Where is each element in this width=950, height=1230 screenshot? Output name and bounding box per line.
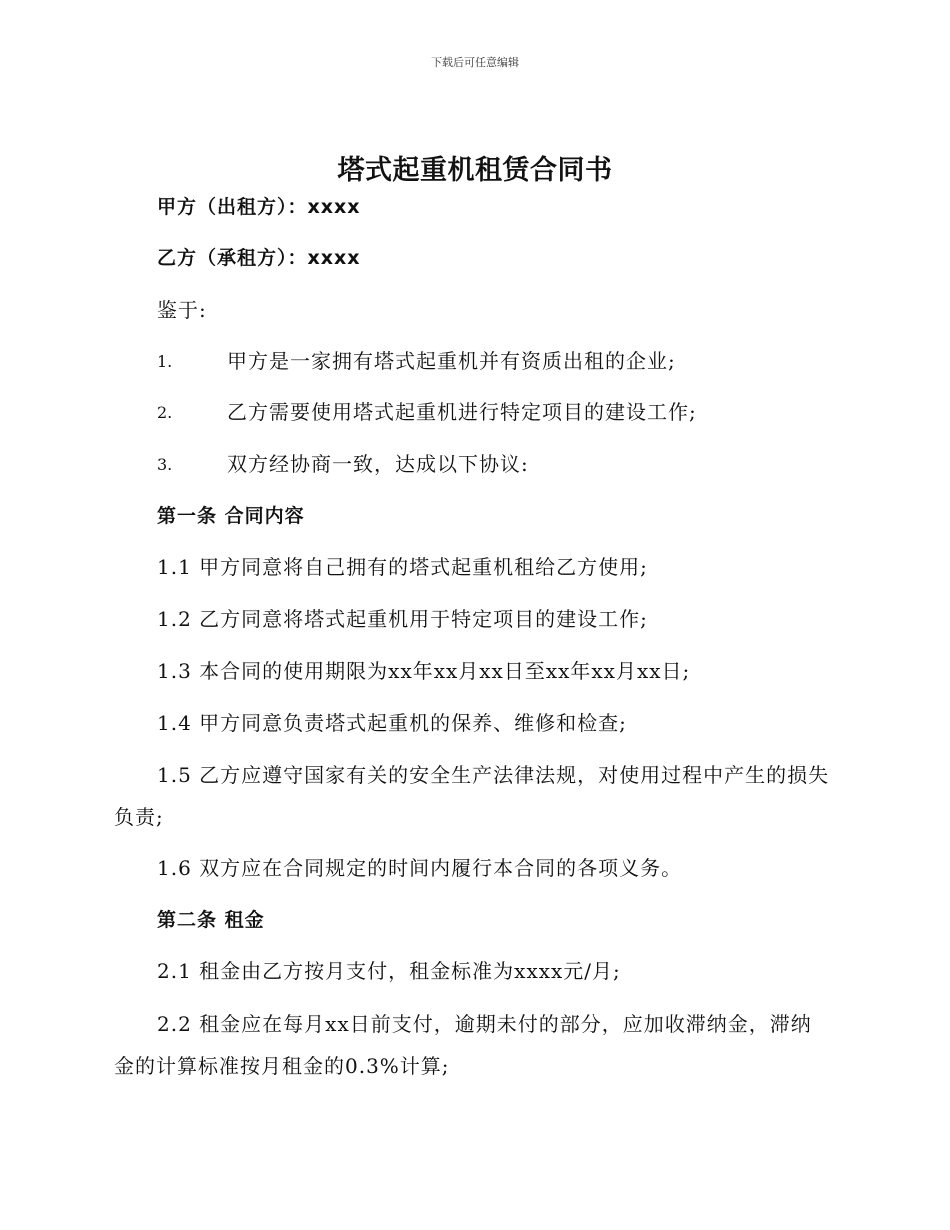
article2-heading: 第二条 租金 [157,909,265,931]
clause-1-4: 1.4 甲方同意负责塔式起重机的保养、维修和检查; [157,711,627,735]
clause-2-1: 2.1 租金由乙方按月支付，租金标准为xxxx元/月; [157,959,621,983]
clause-1-1: 1.1 甲方同意将自己拥有的塔式起重机租给乙方使用; [157,555,648,579]
recital-number: 3. [157,455,173,474]
recital-text: 乙方需要使用塔式起重机进行特定项目的建设工作; [227,400,697,424]
recital-number: 2. [157,403,173,422]
party-b: 乙方（承租方）：xxxx [157,247,361,269]
recital-text: 双方经协商一致，达成以下协议: [227,452,529,476]
header-note: 下载后可任意编辑 [431,56,519,69]
clause-1-2: 1.2 乙方同意将塔式起重机用于特定项目的建设工作; [157,607,648,631]
clause-1-3: 1.3 本合同的使用期限为xx年xx月xx日至xx年xx月xx日; [157,659,691,683]
whereas-label: 鉴于: [157,298,207,322]
article1-heading: 第一条 合同内容 [157,505,305,527]
party-a: 甲方（出租方）：xxxx [157,196,361,218]
clause-1-5: 1.5 乙方应遵守国家有关的安全生产法律法规，对使用过程中产生的损失 [157,763,830,787]
recital-number: 1. [157,352,173,371]
clause-2-2: 2.2 租金应在每月xx日前支付，逾期未付的部分，应加收滞纳金，滞纳 [157,1012,812,1036]
recital-text: 甲方是一家拥有塔式起重机并有资质出租的企业; [227,349,676,373]
document-title: 塔式起重机租赁合同书 [337,155,613,186]
clause-2-2-continued: 金的计算标准按月租金的0.3%计算; [114,1054,450,1078]
clause-1-6: 1.6 双方应在合同规定的时间内履行本合同的各项义务。 [157,856,683,880]
clause-1-5-continued: 负责; [114,805,164,829]
